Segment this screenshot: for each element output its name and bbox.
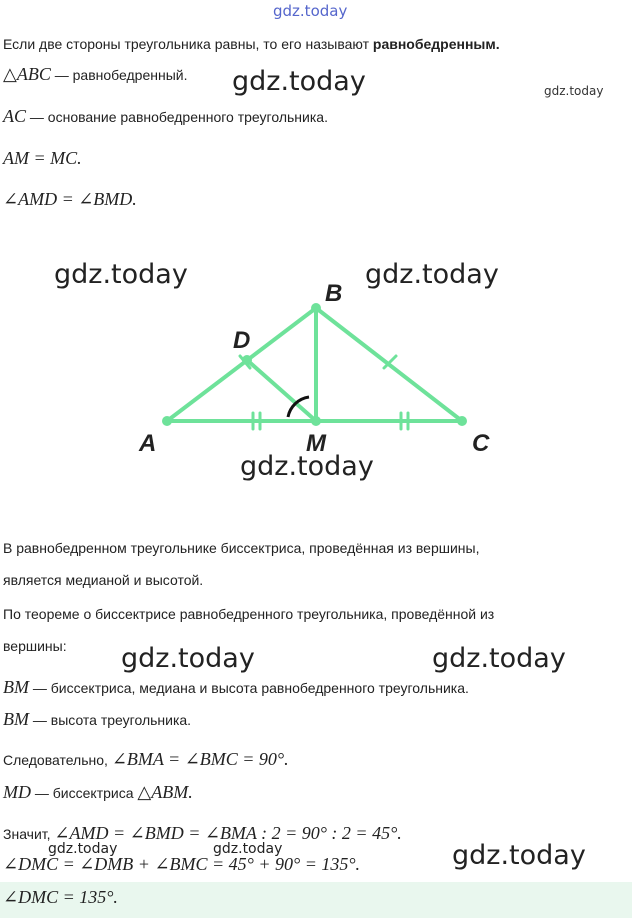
math-expression: BM (3, 677, 29, 697)
statement-line (3, 854, 360, 875)
paragraph-text: является медианой и высотой. (3, 572, 204, 588)
watermark: gdz.today (240, 451, 374, 482)
watermark: gdz.today (121, 643, 255, 674)
math-expression: △ABC (3, 64, 51, 84)
math-expression: ∠AMD = ∠BMD. (3, 189, 137, 209)
line-text: — основание равнобедренного треугольника. (29, 109, 328, 125)
watermark: gdz.today (452, 840, 586, 871)
line-text: — равнобедренный. (54, 67, 188, 83)
label-m: M (306, 430, 326, 457)
answer-line (3, 887, 118, 908)
watermark: gdz.today (432, 643, 566, 674)
line-text: — высота треугольника. (32, 712, 192, 728)
segment-dm (247, 360, 316, 421)
point-b (311, 303, 321, 313)
watermark: gdz.today (54, 259, 188, 290)
watermark-top: gdz.today (273, 2, 348, 20)
math-expression: ∠BMA = ∠BMC = 90°. (111, 749, 289, 769)
math-expression: MD (3, 782, 31, 802)
paragraph-text: В равнобедренном треугольнике биссектриса, проведённая из вершины, (3, 540, 480, 556)
watermark: gdz.today (544, 84, 604, 98)
math-expression: BM (3, 709, 29, 729)
line-text: Следовательно, (3, 752, 108, 768)
line-text: Значит, (3, 826, 51, 842)
line-text: — биссектриса (34, 785, 134, 801)
answer-expression: ∠DMC = 135°. (3, 887, 118, 907)
statement-line (3, 709, 191, 730)
math-expression: △ABM. (137, 782, 193, 802)
watermark: gdz.today (48, 841, 118, 857)
point-d (242, 355, 252, 365)
point-c (457, 416, 467, 426)
watermark: gdz.today (213, 841, 283, 857)
label-d: D (233, 327, 251, 354)
math-expression: ∠AMD = ∠BMD = ∠BMA : 2 = 90° : 2 = 45°. (54, 823, 402, 843)
statement-line (3, 677, 469, 698)
intro-bold-term: равнобедренным. (372, 36, 500, 52)
paragraph-text: вершины: (3, 638, 67, 654)
point-m (311, 416, 321, 426)
watermark: gdz.today (365, 259, 499, 290)
math-expression: ∠DMC = ∠DMB + ∠BMC = 45° + 90° = 135°. (3, 854, 361, 874)
statement-line (3, 782, 193, 803)
point-a (162, 416, 172, 426)
intro-text: Если две стороны треугольника равны, то его называют (3, 36, 369, 52)
math-expression: AM = MC. (3, 148, 82, 168)
math-expression: AC (3, 106, 27, 126)
label-b: B (325, 280, 343, 307)
label-c: C (472, 430, 490, 457)
watermark: gdz.today (232, 66, 366, 97)
line-text: — биссектриса, медиана и высота равнобедренного треугольника. (32, 680, 469, 696)
paragraph-text: По теореме о биссектрисе равнобедренного треугольника, проведённой из (3, 606, 495, 622)
statement-line (3, 749, 289, 770)
label-a: A (139, 430, 157, 457)
